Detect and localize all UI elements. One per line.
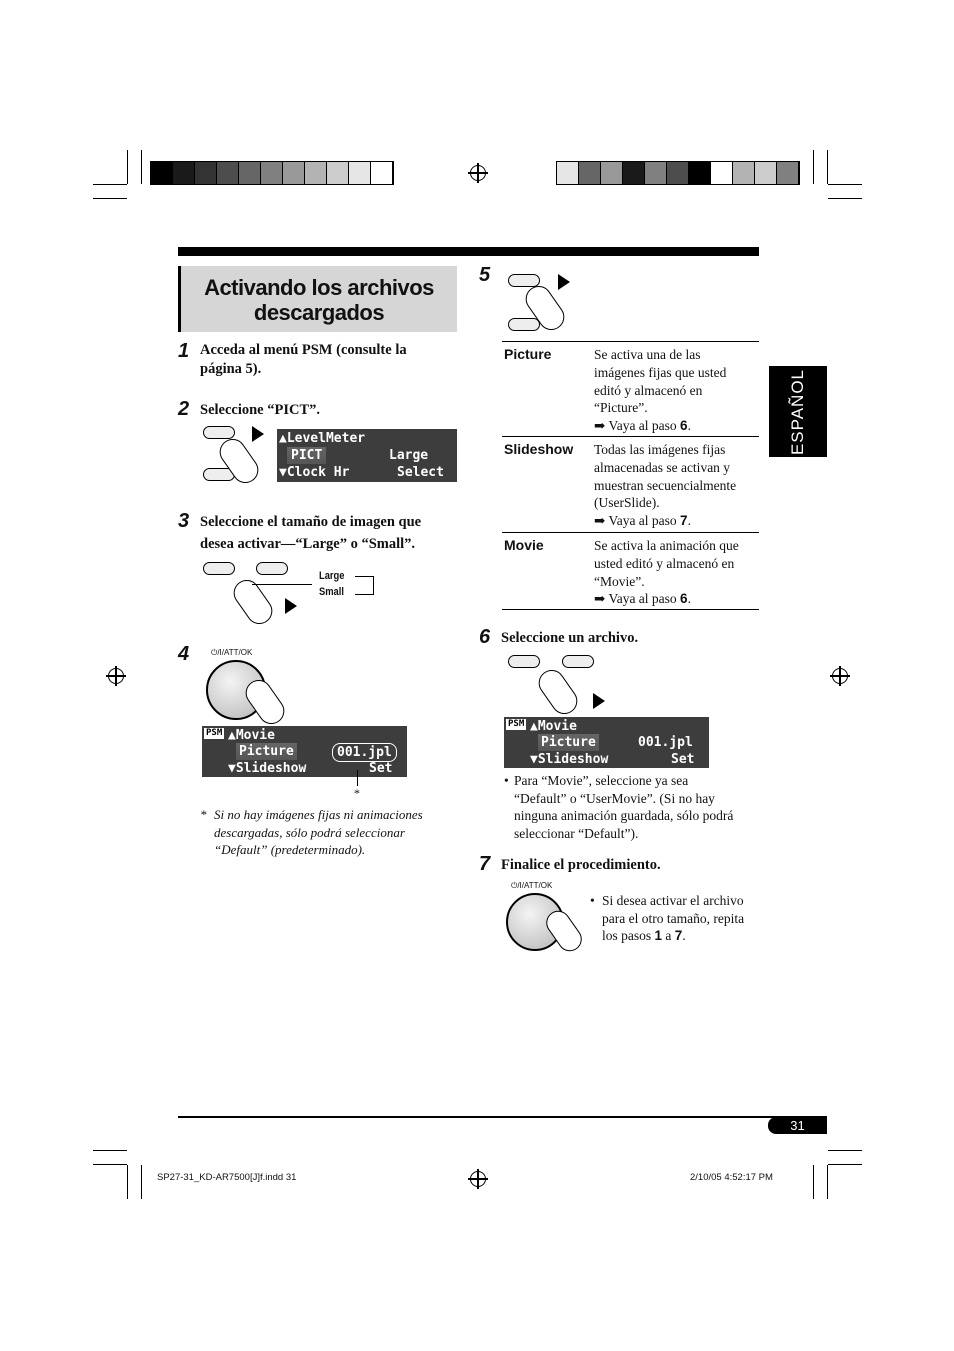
footnote-mark: * [200,807,207,822]
bullet-line: Para “Movie”, seleccione ya sea [514,773,689,788]
crop-mark [813,1165,814,1199]
option-large: Large [319,570,345,582]
crop-mark [93,1164,127,1165]
lcd-row-selected: Picture [236,743,297,760]
step-7-text: Finalice el procedimiento. [501,857,661,873]
table-line: almacenadas se activan y [594,459,731,475]
lcd-value: Set [671,752,695,767]
lcd-display [504,717,709,768]
table-line: imágenes fijas que usted [594,364,727,380]
down-button-icon [508,318,540,331]
lcd-value: 001.jpl [638,735,693,750]
color-swatch [733,162,755,184]
bullet-6 [504,772,733,842]
goto-step: ➡ Vaya al paso 6. [594,591,691,607]
knob-label: ⏻/I/ATT/OK [211,648,253,657]
step-number: 6 [479,626,491,648]
psm-tag: PSM [206,728,223,738]
table-divider [502,532,759,533]
step-3-line1: Seleccione el tamaño de imagen que [200,514,422,530]
color-swatch [173,162,195,184]
color-swatch [217,162,239,184]
table-key-movie: Movie [504,537,544,553]
crop-mark [93,198,127,199]
crop-mark [828,1164,862,1165]
page-number: 31 [768,1117,827,1134]
table-line: Se activa una de las [594,347,701,362]
step-number: 5 [479,264,491,286]
crop-mark [141,150,142,184]
table-value-slideshow [594,441,759,530]
step-ref: 7 [674,928,683,943]
table-value-movie [594,537,759,608]
crop-mark [127,1165,128,1199]
registration-mark-icon [470,165,486,181]
goto-text: ➡ Vaya al paso [594,418,681,434]
table-line: “Picture”. [594,400,648,416]
color-swatch [261,162,283,184]
footer-date: 2/10/05 4:52:17 PM [690,1172,773,1183]
color-bar-right [556,161,800,185]
section-title-line2: descargados [253,300,385,325]
lcd-row: ▲Movie [228,728,275,743]
registration-mark-icon [832,668,848,684]
lcd-value: 001.jpl [332,743,397,762]
table-line: Se activa la animación que [594,538,739,553]
footnote-line3: “Default” (predeterminado). [214,842,366,857]
table-divider [502,436,759,437]
bullet-line: ninguna animación guardada, sólo podrá [514,808,734,823]
table-key-slideshow: Slideshow [504,441,574,457]
bullet-dot: • [590,893,595,908]
step-1-line1: Acceda al menú PSM (consulte la [200,342,407,358]
next-button-icon [256,562,288,575]
prev-button-icon [203,562,235,575]
crop-mark [127,150,128,184]
color-swatch [327,162,349,184]
goto-text: ➡ Vaya al paso [594,591,681,607]
lcd-row: ▼Slideshow [228,761,307,776]
color-swatch [645,162,667,184]
lcd-display [202,726,407,777]
lcd-row: ▼Clock Hr [279,465,350,480]
color-swatch [151,162,173,184]
lcd-value: Select [397,465,444,480]
lcd-row-selected: PICT [287,447,326,464]
color-swatch [557,162,579,184]
arrow-right-icon [285,598,297,614]
language-tab [769,366,827,457]
color-swatch [689,162,711,184]
lcd-value: Set [369,761,393,776]
footnote-line2: descargadas, sólo podrá seleccionar [214,824,405,840]
goto-text: ➡ Vaya al paso [594,513,681,529]
asterisk-mark: * [354,786,360,800]
knob-label: ⏻/I/ATT/OK [511,881,553,890]
lcd-row-selected: Picture [538,734,599,751]
crop-mark [828,1150,862,1151]
table-key-picture: Picture [504,346,552,362]
psm-tag: PSM [508,719,525,729]
step-2-text: Seleccione “PICT”. [200,402,321,418]
language-tab-label: ESPAÑOL [788,368,807,455]
arrow-right-icon [593,693,605,709]
step-6-text: Seleccione un archivo. [501,630,639,646]
crop-mark [827,150,828,184]
lcd-row: ▲Movie [530,719,577,734]
lcd-display [277,429,457,482]
step-3-text [200,511,421,555]
goto-step-number: 7 [680,513,688,529]
goto-step-number: 6 [680,418,688,434]
table-divider [502,609,759,610]
table-line: (UserSlide). [594,495,660,511]
color-swatch [371,162,393,184]
bullet-line: para el otro tamaño, repita [602,910,745,926]
step-number: 2 [178,398,190,420]
asterisk-pointer [357,770,358,786]
lcd-value: Large [389,448,429,463]
footnote [200,806,423,859]
goto-step-number: 6 [680,591,688,607]
color-swatch [283,162,305,184]
step-number: 1 [178,340,190,362]
table-line: Todas las imágenes fijas [594,442,726,457]
option-small: Small [319,586,344,598]
color-swatch [305,162,327,184]
bullet-dot: • [504,773,509,788]
crop-mark [827,1165,828,1199]
arrow-right-icon [252,426,264,442]
bullet-text: los pasos [602,928,655,943]
color-swatch [777,162,799,184]
bracket [355,576,374,595]
crop-mark [813,150,814,184]
footnote-line1: Si no hay imágenes fijas ni animaciones [214,807,423,822]
bullet-7 [590,892,744,945]
connector-line [252,584,312,585]
finger-icon [534,665,583,719]
step-number: 7 [479,853,491,875]
color-swatch [195,162,217,184]
table-line: usted editó y almacenó en [594,555,735,571]
color-swatch [623,162,645,184]
step-3-line2: desea activar—“Large” o “Small”. [200,536,416,552]
top-rule [178,247,759,256]
footer-file: SP27-31_KD-AR7500[J]f.indd 31 [157,1172,297,1183]
registration-mark-icon [470,1171,486,1187]
table-line: “Movie”. [594,573,645,589]
section-title-line1: Activando los archivos [204,275,434,300]
step-ref: 1 [654,928,663,943]
color-swatch [239,162,261,184]
step-1-text [200,341,407,379]
color-swatch [667,162,689,184]
bullet-line: los pasos 1 a 7. [602,928,686,943]
color-swatch [711,162,733,184]
bullet-line: Si desea activar el archivo [602,893,744,908]
registration-mark-icon [108,668,124,684]
bullet-line: “Default” o “UserMovie”. (Si no hay [514,790,715,806]
crop-mark [828,198,862,199]
step-number: 4 [178,643,190,665]
crop-mark [93,1150,127,1151]
next-button-icon [562,655,594,668]
color-swatch [601,162,623,184]
bullet-line: seleccionar “Default”). [514,825,639,841]
table-line: editó y almacenó en [594,382,703,398]
bullet-text: a [662,928,675,943]
prev-button-icon [508,655,540,668]
step-number: 3 [178,510,190,532]
arrow-right-icon [558,274,570,290]
color-bar-left [150,161,394,185]
lcd-row: ▼Slideshow [530,752,609,767]
table-divider [502,341,759,342]
bottom-rule [178,1116,827,1118]
crop-mark [141,1165,142,1199]
color-swatch [349,162,371,184]
color-swatch [579,162,601,184]
crop-mark [828,184,862,185]
goto-step: ➡ Vaya al paso 6. [594,418,691,434]
section-title [178,266,457,332]
goto-step: ➡ Vaya al paso 7. [594,513,691,529]
up-button-icon [203,426,235,439]
lcd-row: ▲LevelMeter [279,431,366,446]
crop-mark [93,184,127,185]
step-1-line2: página 5). [200,361,262,377]
table-line: muestran secuencialmente [594,477,737,493]
color-swatch [755,162,777,184]
table-value-picture [594,346,759,435]
